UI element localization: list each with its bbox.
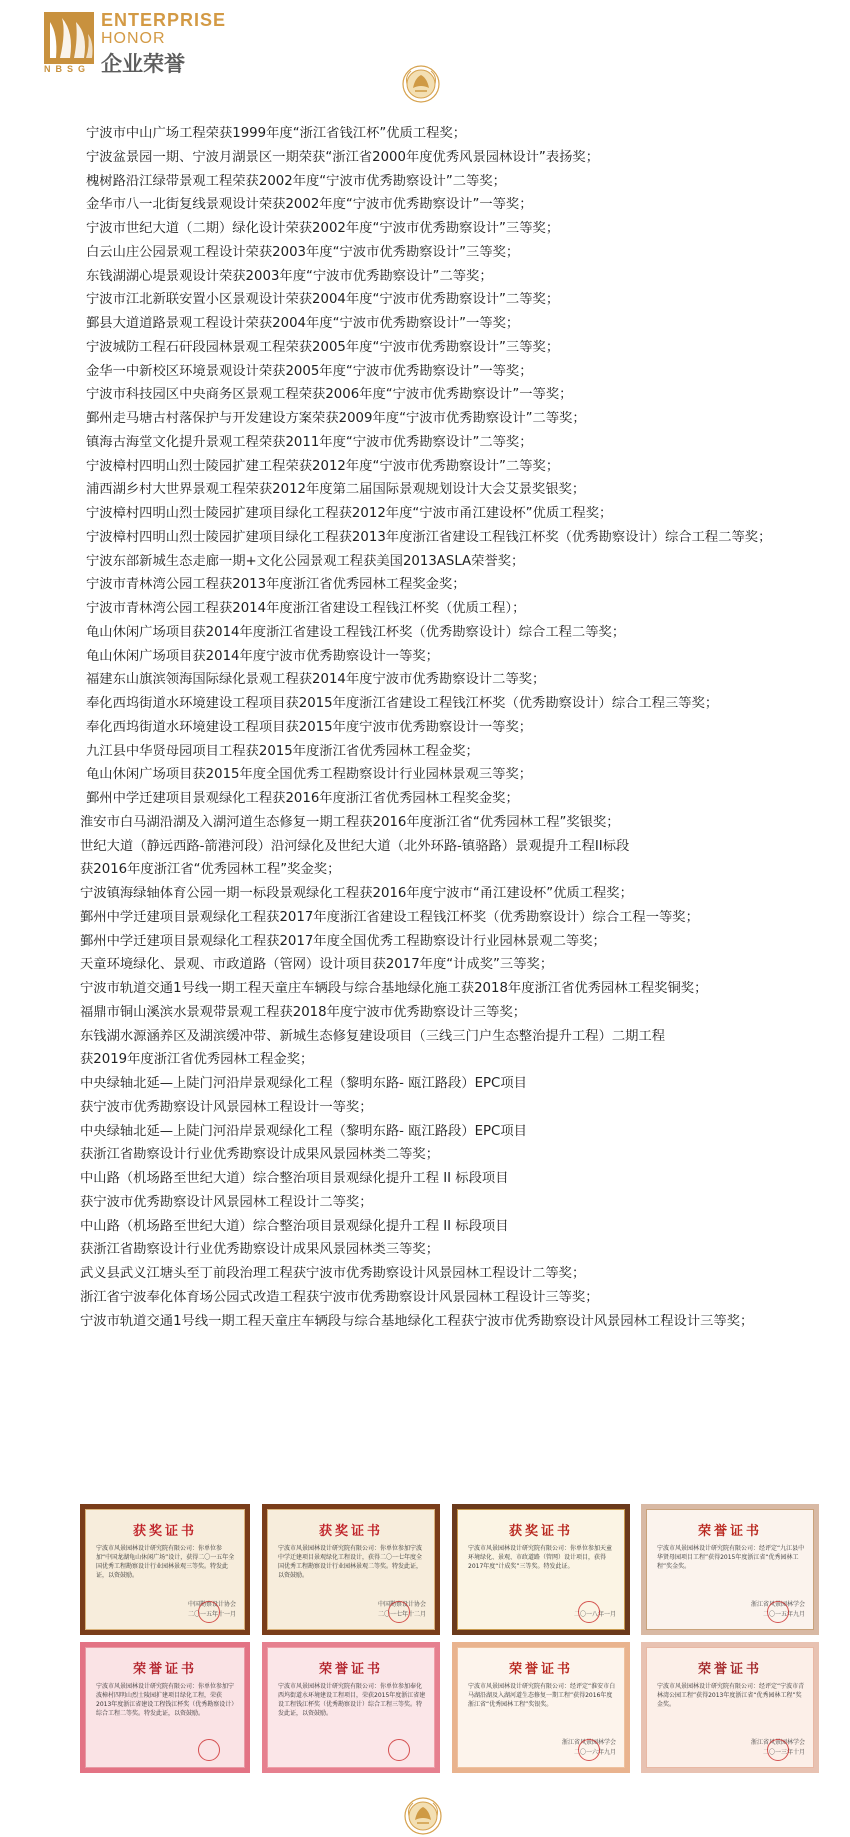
emblem-icon (403, 1796, 443, 1836)
honor-item: 宁波市轨道交通1号线一期工程天童庄车辆段与综合基地绿化施工获2018年度浙江省优秀园林工程奖铜奖； (80, 981, 708, 996)
honor-item: 获宁波市优秀勘察设计风景园林工程设计二等奖； (80, 1194, 373, 1210)
honor-item: 宁波盆景园一期、宁波月湖景区一期荣获“浙江省2000年度优秀风景园林设计”表扬奖； (86, 149, 600, 165)
honor-item: 金华市八一北街复线景观设计荣获2002年度“宁波市优秀勘察设计”一等奖； (86, 197, 533, 213)
certificate-card (641, 1504, 819, 1635)
honor-item: 获2019年度浙江省优秀园林工程金奖； (80, 1052, 314, 1068)
certificate-seal-icon (767, 1601, 789, 1623)
honor-item: 宁波市青林湾公园工程获2013年度浙江省优秀园林工程奖金奖； (86, 577, 466, 593)
honor-item: 九江县中华贤母园项目工程获2015年度浙江省优秀园林工程金奖； (86, 743, 479, 759)
page-header (0, 0, 850, 110)
certificate-date: 二〇一八年一月 (573, 1611, 616, 1618)
honor-item: 鄞州中学迁建项目景观绿化工程获2016年度浙江省优秀园林工程奖金奖； (86, 791, 519, 806)
honor-item: 镇海古海堂文化提升景观工程荣获2011年度“宁波市优秀勘察设计”二等奖； (86, 434, 533, 450)
certificate-issuer: 浙江省风景园林学会 (750, 1739, 805, 1746)
honor-item: 鄞州中学迁建项目景观绿化工程获2017年度浙江省建设工程钱江杯奖（优秀勘察设计）综合工程一等奖； (80, 909, 699, 925)
certificate-body: 宁波市风景园林设计研究院有限公司：经评定“宁波市青林湾公园工程”获得2013年度浙江省“优秀园林工程”奖金奖。 (657, 1683, 805, 1708)
honor-item: 获浙江省勘察设计行业优秀勘察设计成果风景园林类二等奖； (80, 1147, 440, 1163)
honor-item: 浙江省宁波奉化体育场公园式改造工程获宁波市优秀勘察设计风景园林工程设计三等奖； (80, 1289, 599, 1305)
honor-item: 中央绿轴北延—上陡门河沿岸景观绿化工程（黎明东路- 瓯江路段）EPC项目 (80, 1123, 527, 1139)
emblem-icon (401, 64, 441, 104)
certificate-card (262, 1642, 440, 1773)
certificate-title: 荣誉证书 (697, 1524, 762, 1539)
certificate-seal-icon (198, 1601, 220, 1623)
certificate-seal-icon (198, 1739, 220, 1761)
brand-title-cn: 企业荣誉 (101, 52, 185, 76)
certificate-card (641, 1642, 819, 1773)
honor-item: 福建东山旗滨领海国际绿化景观工程获2014年度宁波市优秀勘察设计二等奖； (86, 672, 546, 688)
honor-item: 宁波樟村四明山烈士陵园扩建工程荣获2012年度“宁波市优秀勘察设计”二等奖； (86, 458, 560, 474)
certificate-date: 二〇一五年十一月 (187, 1611, 236, 1618)
certificate-seal-icon (767, 1739, 789, 1761)
honor-item: 获2016年度浙江省“优秀园林工程”奖金奖； (80, 862, 341, 878)
honor-item: 宁波市江北新联安置小区景观设计荣获2004年度“宁波市优秀勘察设计”二等奖； (86, 292, 560, 308)
certificate-card (80, 1504, 250, 1635)
certificate-date: 二〇一六年九月 (573, 1749, 616, 1756)
honor-item: 鄞州中学迁建项目景观绿化工程获2017年度全国优秀工程勘察设计行业园林景观二等奖； (80, 933, 606, 949)
certificate-body: 宁波市风景园林设计研究院有限公司：你单位参加宁波中学迁建项目景观绿化工程设计，获得二〇一七年度全国优秀工程勘察设计行业园林景观二等奖。特发此证，以资鼓励。 (278, 1545, 423, 1579)
certificate-title: 荣誉证书 (318, 1662, 383, 1677)
certificate-issuer: 浙江省风景园林学会 (750, 1601, 805, 1608)
honor-item: 浦西湖乡村大世界景观工程荣获2012年度第二届国际景观规划设计大会艾景奖银奖； (86, 482, 586, 498)
honor-item: 获宁波市优秀勘察设计风景园林工程设计一等奖； (80, 1099, 373, 1115)
certificate-body: 宁波市风景园林设计研究院有限公司：你单位参加“中国龙湖龟山休闲广场”设计，获得二〇一五年全国优秀工程勘察设计行业园林景观三等奖。特发此证，以资鼓励。 (96, 1545, 235, 1579)
brand-title-en-1: ENTERPRISE (101, 10, 227, 30)
honor-item: 鄞州走马塘古村落保护与开发建设方案荣获2009年度“宁波市优秀勘察设计”二等奖； (86, 411, 586, 426)
honor-item: 宁波樟村四明山烈士陵园扩建项目绿化工程获2012年度“宁波市甬江建设杯”优质工程奖； (86, 506, 613, 521)
honor-item: 宁波镇海绿轴体育公园一期一标段景观绿化工程获2016年度宁波市“甬江建设杯”优质工程奖； (80, 886, 633, 901)
certificate-issuer: 中国勘察设计协会 (377, 1601, 426, 1608)
honor-item: 宁波市轨道交通1号线一期工程天童庄车辆段与综合基地绿化工程获宁波市优秀勘察设计风景园林工程设计三等奖； (80, 1313, 754, 1329)
honor-item: 槐树路沿江绿带景观工程荣获2002年度“宁波市优秀勘察设计”二等奖； (86, 173, 506, 189)
honor-item: 东钱湖水源涵养区及湖滨缓冲带、新城生态修复建设项目（三线三门户生态整治提升工程）二期工程 (80, 1028, 666, 1044)
certificate-seal-icon (388, 1601, 410, 1623)
certificate-card (452, 1504, 630, 1635)
honor-item: 世纪大道（静远西路-箭港河段）沿河绿化及世纪大道（北外环路-镇骆路）景观提升工程II标段 (80, 838, 630, 854)
honor-item: 白云山庄公园景观工程设计荣获2003年度“宁波市优秀勘察设计”三等奖； (86, 244, 520, 260)
certificate-title: 获奖证书 (508, 1524, 573, 1539)
certificate-card (80, 1642, 250, 1773)
honor-item: 金华一中新校区环境景观设计荣获2005年度“宁波市优秀勘察设计”一等奖； (86, 363, 533, 379)
honor-item: 龟山休闲广场项目获2015年度全国优秀工程勘察设计行业园林景观三等奖； (86, 767, 533, 783)
honor-item: 中山路（机场路至世纪大道）综合整治项目景观绿化提升工程 II 标段项目 (80, 1218, 509, 1234)
certificate-body: 宁波市风景园林设计研究院有限公司：经评定“淮安市白马湖沿湖及入湖河道生态修复一期工程”获得2016年度浙江省“优秀园林工程”奖银奖。 (468, 1683, 616, 1708)
certificate-date: 二〇一七年十二月 (377, 1611, 426, 1618)
certificate-seal-icon (578, 1601, 600, 1623)
honor-item: 武义县武义江塘头至丁前段治理工程获宁波市优秀勘察设计风景园林工程设计二等奖； (80, 1266, 586, 1281)
honor-item: 奉化西坞街道水环境建设工程项目获2015年度浙江省建设工程钱江杯奖（优秀勘察设计）综合工程三等奖； (86, 696, 719, 711)
honor-item: 淮安市白马湖沿湖及入湖河道生态修复一期工程获2016年度浙江省“优秀园林工程”奖银奖； (80, 814, 620, 830)
honor-item: 天童环境绿化、景观、市政道路（管网）设计项目获2017年度“计成奖”三等奖； (80, 957, 554, 973)
certificate-issuer: 中国勘察设计协会 (187, 1601, 236, 1608)
certificate-body: 宁波市风景园林设计研究院有限公司：你单位参加宁波樟村四明山烈士陵园扩建项目绿化工程，荣获2013年度浙江省建设工程钱江杯奖（优秀勘察设计）综合工程二等奖。特发此证，以资鼓励。 (96, 1683, 235, 1717)
certificate-seal-icon (388, 1739, 410, 1761)
honor-item: 宁波市世纪大道（二期）绿化设计荣获2002年度“宁波市优秀勘察设计”三等奖； (86, 221, 560, 236)
honor-item: 宁波樟村四明山烈士陵园扩建项目绿化工程获2013年度浙江省建设工程钱江杯奖（优秀勘察设计）综合工程二等奖； (86, 529, 772, 545)
certificate-title: 荣誉证书 (697, 1662, 762, 1677)
honor-item: 龟山休闲广场项目获2014年度浙江省建设工程钱江杯奖（优秀勘察设计）综合工程二等奖； (86, 624, 626, 640)
honor-item: 宁波城防工程石矸段园林景观工程荣获2005年度“宁波市优秀勘察设计”三等奖； (86, 339, 560, 355)
certificate-date: 二〇一三年十月 (762, 1749, 805, 1756)
honor-item: 宁波东部新城生态走廊一期+文化公园景观工程获美国2013ASLA荣誉奖； (86, 553, 525, 569)
certificate-seal-icon (578, 1739, 600, 1761)
honor-item: 宁波市中山广场工程荣获1999年度“浙江省钱江杯”优质工程奖； (86, 126, 467, 141)
certificate-title: 获奖证书 (318, 1524, 383, 1539)
certificate-title: 荣誉证书 (508, 1662, 573, 1677)
honor-item: 中央绿轴北延—上陡门河沿岸景观绿化工程（黎明东路- 瓯江路段）EPC项目 (80, 1076, 527, 1091)
certificate-card (262, 1504, 440, 1635)
honor-item: 鄞县大道道路景观工程设计荣获2004年度“宁波市优秀勘察设计”一等奖； (86, 316, 520, 331)
certificate-title: 获奖证书 (132, 1524, 197, 1539)
honor-item: 龟山休闲广场项目获2014年度宁波市优秀勘察设计一等奖； (86, 648, 439, 664)
company-logo-icon (44, 12, 94, 64)
honor-item: 奉化西坞街道水环境建设工程项目获2015年度宁波市优秀勘察设计一等奖； (86, 719, 533, 735)
honor-item: 东钱湖湖心堤景观设计荣获2003年度“宁波市优秀勘察设计”二等奖； (86, 268, 493, 284)
logo-subtitle: NBSG (44, 64, 91, 74)
honor-item: 福鼎市铜山溪滨水景观带景观工程获2018年度宁波市优秀勘察设计三等奖； (80, 1004, 527, 1020)
brand-title-en-2: HONOR (101, 30, 166, 47)
certificate-card (452, 1642, 630, 1773)
certificate-body: 宁波市风景园林设计研究院有限公司：你单位参加奉化西坞街道水环境建设工程项目，荣获2015年度浙江省建设工程钱江杯奖（优秀勘察设计）综合工程三等奖。特发此证，以资鼓励。 (278, 1683, 426, 1717)
certificate-body: 宁波市风景园林设计研究院有限公司：你单位参加天童环境绿化、景观、市政道路（管网）设计项目，获得2017年度“计成奖”三等奖。特发此证。 (468, 1545, 613, 1570)
certificate-date: 二〇一五年九月 (762, 1611, 805, 1618)
certificate-body: 宁波市风景园林设计研究院有限公司：经评定“九江县中华贤母园项目工程”获得2015年度浙江省“优秀园林工程”奖金奖。 (657, 1545, 805, 1570)
certificate-issuer: 浙江省风景园林学会 (561, 1739, 616, 1746)
honor-item: 获浙江省勘察设计行业优秀勘察设计成果风景园林类三等奖； (80, 1242, 440, 1258)
honor-item: 中山路（机场路至世纪大道）综合整治项目景观绿化提升工程 II 标段项目 (80, 1171, 509, 1186)
honor-item: 宁波市科技园区中央商务区景观工程荣获2006年度“宁波市优秀勘察设计”一等奖； (86, 387, 573, 403)
certificate-title: 荣誉证书 (132, 1662, 197, 1677)
honor-item: 宁波市青林湾公园工程获2014年度浙江省建设工程钱江杯奖（优质工程）； (86, 601, 526, 616)
